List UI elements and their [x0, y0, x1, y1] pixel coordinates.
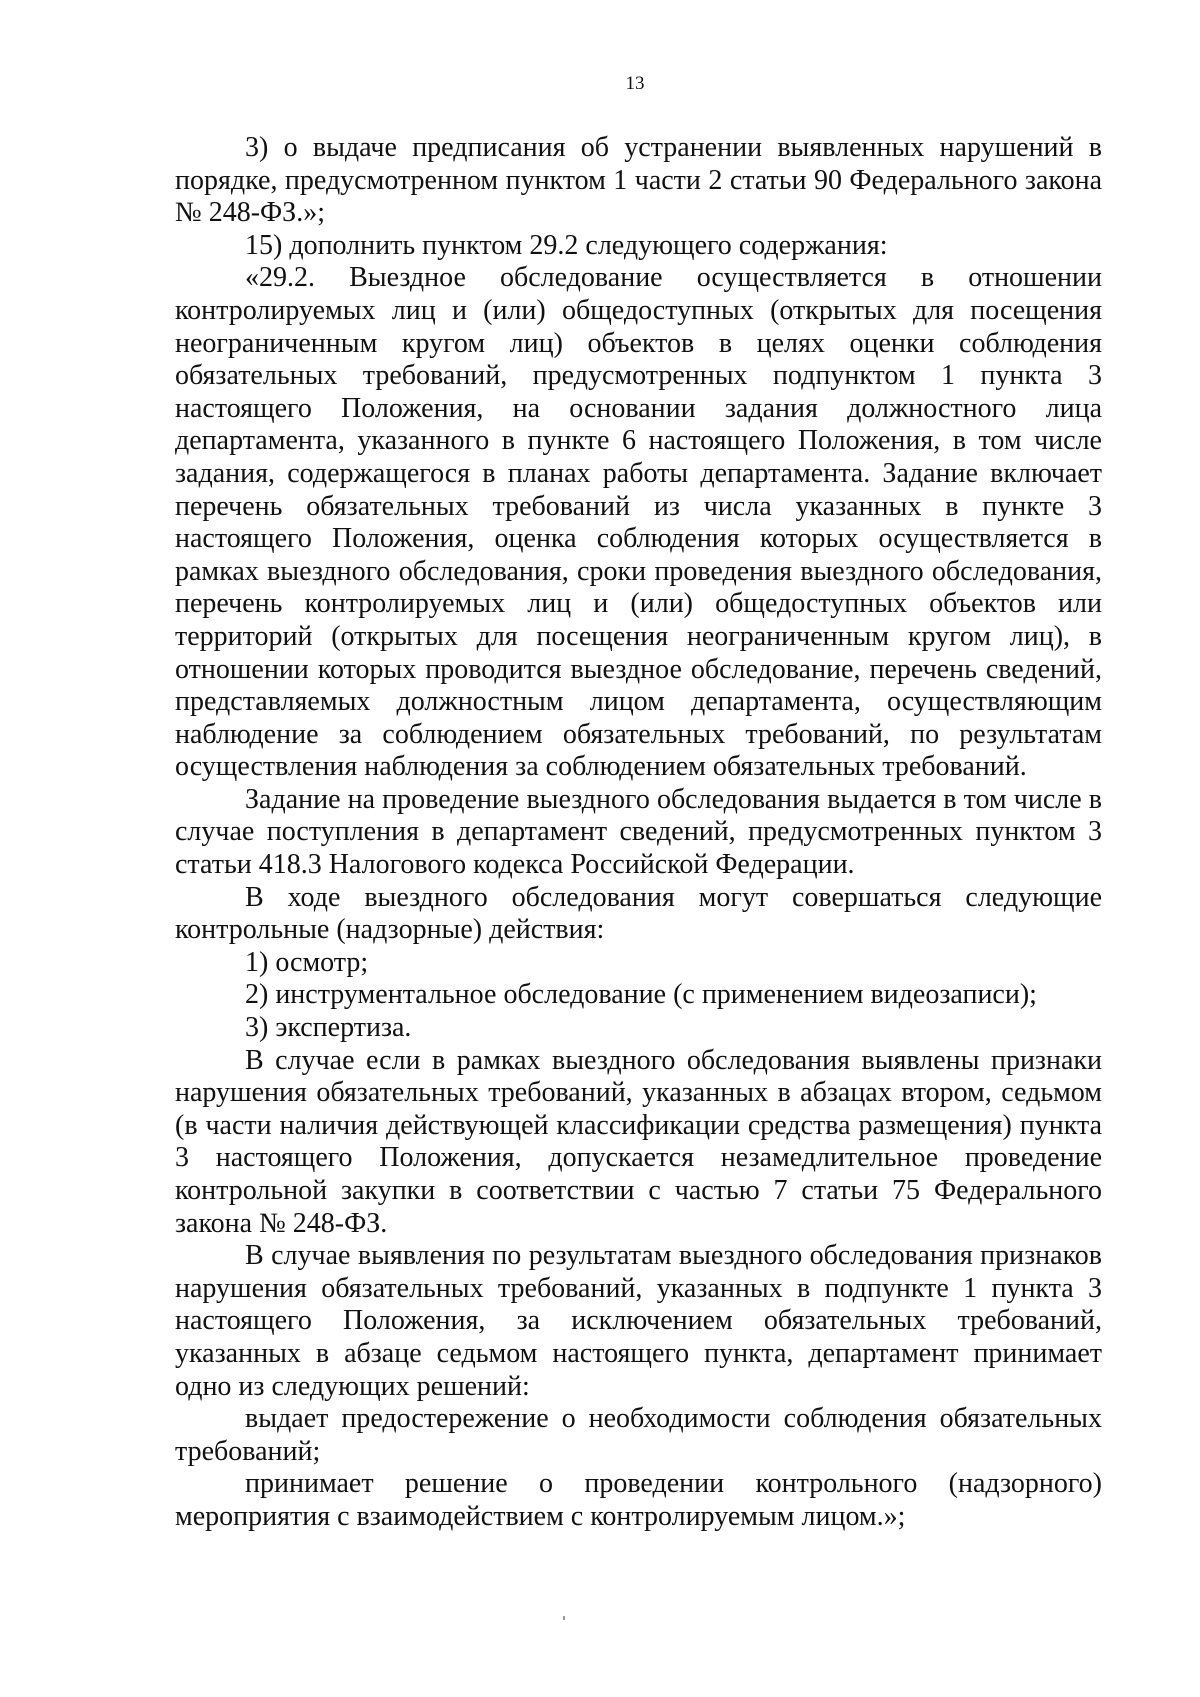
paragraph: «29.2. Выездное обследование осуществляется в отношении контролируемых лиц и (или) общедоступных (открытых для посещения неограниченным кругом лиц) объектов в целях оценки соблюдения обязательных требований, предусмотренных подпунктом 1 пункта 3 настоящего Положения, на основании задания должностного лица департамента, указанного в пункте 6 настоящего Положения, в том числе задания, содержащегося в планах работы департамента. Задание включает перечень обязательных требований из числа указанных в пункте 3 настоящего Положения, оценка соблюдения которых осуществляется в рамках выездного обследования, сроки проведения выездного обследования, перечень контролируемых лиц и (или) общедоступных объектов или территорий (открытых для посещения неограниченным кругом лиц), в отношении которых проводится выездное обследование, перечень сведений, представляемых должностным лицом департамента, осуществляющим наблюдение за соблюдением обязательных требований, по результатам осуществления наблюдения за соблюдением обязательных требований.	[175, 262, 1102, 783]
scan-speck	[563, 1616, 565, 1620]
paragraph: В случае выявления по результатам выездного обследования признаков нарушения обязательных требований, указанных в подпункте 1 пункта 3 настоящего Положения, за исключением обязательных требований, указанных в абзаце седьмом настоящего пункта, департамент принимает одно из следующих решений:	[175, 1240, 1102, 1402]
paragraph: 1) осмотр;	[245, 946, 369, 978]
paragraph: Задание на проведение выездного обследования выдается в том числе в случае поступления в департамент сведений, предусмотренных пунктом 3 статьи 418.3 Налогового кодекса Российской Федерации.	[175, 783, 1102, 881]
paragraph: В ходе выездного обследования могут совершаться следующие контрольные (надзорные) действия:	[175, 881, 1102, 946]
document-body	[175, 132, 1102, 1534]
paragraph: принимает решение о проведении контрольного (надзорного) мероприятия с взаимодействием с контролируемым лицом.»;	[175, 1468, 1102, 1532]
paragraph: 3) о выдаче предписания об устранении выявленных нарушений в порядке, предусмотренном пунктом 1 части 2 статьи 90 Федерального закона № 248-ФЗ.»;	[175, 132, 1102, 229]
paragraph: 2) инструментальное обследование (с применением видеозаписи);	[245, 979, 1037, 1011]
paragraph: 3) экспертиза.	[245, 1012, 412, 1044]
paragraph: выдает предостережение о необходимости соблюдения обязательных требований;	[175, 1403, 1102, 1467]
paragraph: 15) дополнить пунктом 29.2 следующего содержания:	[245, 229, 888, 261]
page-number: 13	[625, 73, 645, 94]
paragraph: В случае если в рамках выездного обследования выявлены признаки нарушения обязательных требований, указанных в абзацах втором, седьмом (в части наличия действующей классификации средства размещения) пункта 3 настоящего Положения, допускается незамедлительное проведение контрольной закупки в соответствии с частью 7 статьи 75 Федерального закона № 248-ФЗ.	[175, 1044, 1102, 1239]
